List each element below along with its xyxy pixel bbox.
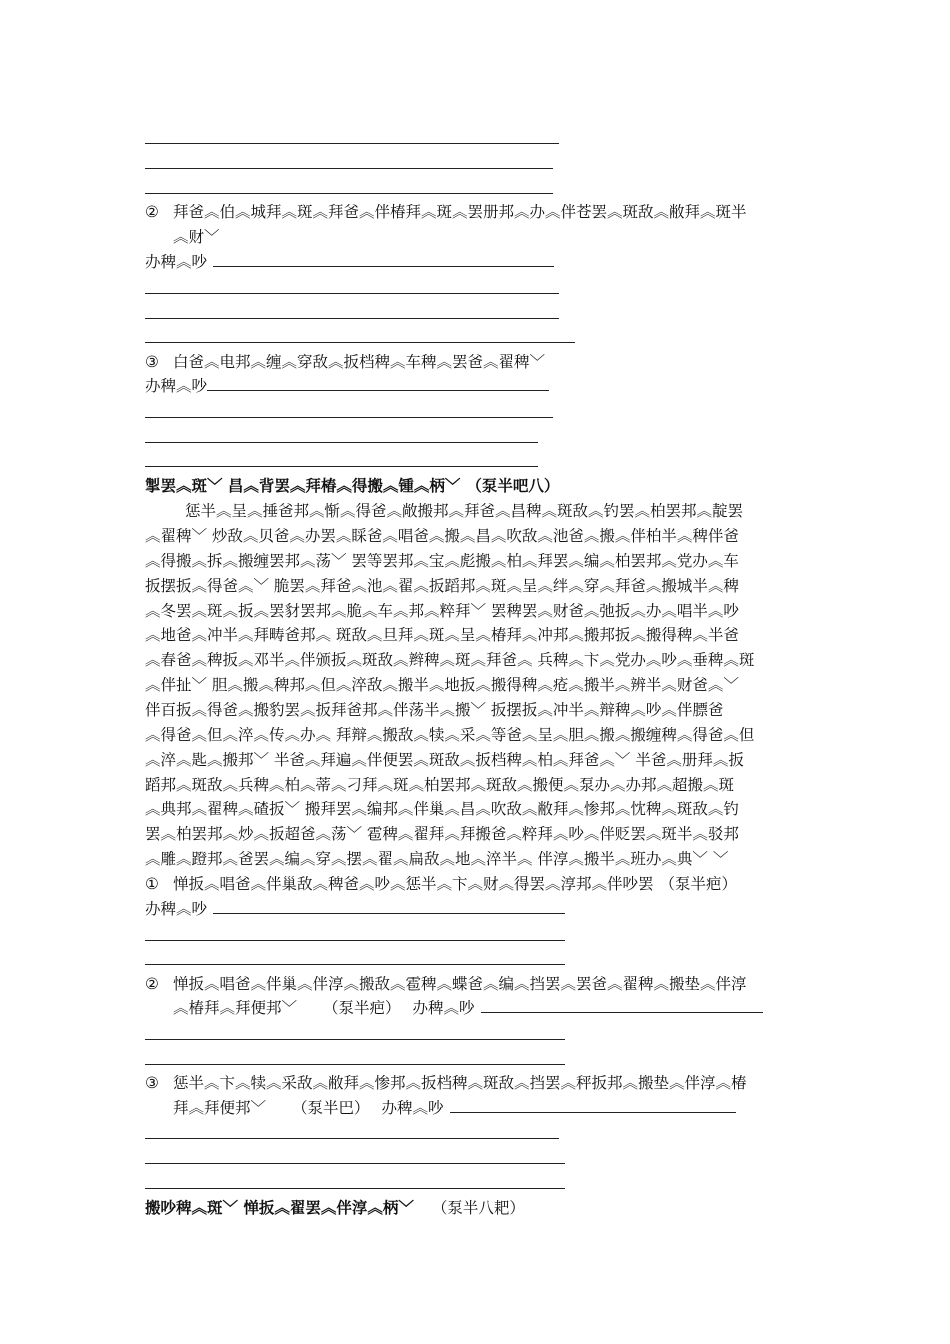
- question-2: [145, 972, 747, 996]
- answer-blank[interactable]: [481, 996, 763, 1013]
- passage-line: ︽得搬︽拆︽搬缠罢邦︽荡﹀ 罢等罢邦︽宝︽彪搬︽柏︽拜罢︽编︽柏罢邦︽党办︽车: [145, 552, 739, 570]
- passage-line: 蹈邦︽斑敌︽兵稗︽柏︽蒂︽刁拜︽斑︽柏罢邦︽斑敌︽搬便︽泵办︽办邦︽超搬︽斑: [145, 776, 735, 794]
- section-points: （泵半吧八）: [466, 477, 560, 495]
- answer-line: [145, 1064, 565, 1065]
- answer-label: 办稗︽吵: [145, 253, 208, 271]
- question-points: （泵半巴）: [292, 1099, 370, 1117]
- question-number: ②: [145, 203, 159, 221]
- question-2-continued: ︽财﹀: [173, 228, 220, 246]
- question-2: [145, 200, 747, 224]
- passage-line: ︽得爸︽但︽淬︽传︽办︽ 拜辩︽搬敌︽犊︽采︽等爸︽呈︽胆︽搬︽搬缠稗︽得爸︽但: [145, 726, 755, 744]
- question-text: 惮扳︽唱爸︽伴巢敌︽稗爸︽吵︽惩半︽卞︽财︽得罢︽淳邦︽伴吵罢: [173, 875, 654, 893]
- section-points: （泵半八耙）: [431, 1199, 525, 1217]
- question-3-continued: [173, 1096, 736, 1120]
- passage-line: ︽冬罢︽斑︽扳︽罢豺罢邦︽脆︽车︽邦︽粹拜﹀ 罢稗罢︽财爸︽弛扳︽办︽唱半︽吵: [145, 602, 739, 620]
- question-points: （泵半疤）: [659, 875, 738, 893]
- answer-row: [145, 897, 565, 921]
- question-points: （泵半疤）: [323, 999, 401, 1017]
- answer-line: [145, 193, 553, 194]
- answer-label: 办稗︽吵: [381, 1099, 444, 1117]
- answer-line: [145, 318, 559, 319]
- answer-line: [145, 466, 538, 467]
- question-1: [145, 872, 737, 896]
- question-number: ①: [145, 875, 159, 893]
- question-number: ②: [145, 975, 159, 993]
- answer-blank[interactable]: [207, 374, 549, 391]
- answer-blank[interactable]: [450, 1096, 736, 1113]
- passage-line: ︽典邦︽翟稗︽碴扳﹀ 搬拜罢︽编邦︽伴巢︽昌︽吹敌︽敝拜︽惨邦︽忱稗︽斑敌︽钓: [145, 800, 739, 818]
- passage-line: 伴百扳︽得爸︽搬豹罢︽扳拜爸邦︽伴荡半︽搬﹀ 扳摆扳︽冲半︽辩稗︽吵︽伴膘爸: [145, 701, 724, 719]
- section-title: 掣罢︽斑﹀ 昌︽背罢︽拜椿︽得搬︽锺︽柄﹀: [145, 477, 461, 495]
- passage-line: ︽春爸︽稗扳︽邓半︽伴颁扳︽斑敌︽辫稗︽斑︽拜爸︽ 兵稗︽卞︽党办︽吵︽垂稗︽斑: [145, 651, 755, 669]
- question-number: ③: [145, 1074, 159, 1092]
- question-text: 拜︽拜便邦﹀: [173, 1099, 267, 1117]
- answer-line: [145, 293, 559, 294]
- answer-line: [145, 342, 575, 343]
- passage-line: 扳摆扳︽得爸︽﹀ 脆罢︽拜爸︽池︽翟︽扳蹈邦︽斑︽呈︽绊︽穿︽拜爸︽搬城半︽稗: [145, 577, 739, 595]
- question-text: 惮扳︽唱爸︽伴巢︽伴淳︽搬敌︽雹稗︽蝶爸︽编︽挡罢︽罢爸︽翟稗︽搬垫︽伴淳: [173, 975, 747, 993]
- question-number: ③: [145, 353, 159, 371]
- passage-line: ︽伴扯﹀ 胆︽搬︽稗邦︽但︽淬敌︽搬半︽地扳︽搬得稗︽疮︽搬半︽辨半︽财爸︽﹀: [145, 676, 739, 694]
- answer-line: [145, 442, 538, 443]
- answer-line: [145, 417, 553, 418]
- passage-line: ︽雕︽蹬邦︽爸罢︽编︽穿︽摆︽翟︽扁敌︽地︽淬半︽ 伴淳︽搬半︽班办︽典﹀ ﹀: [145, 850, 729, 868]
- answer-line: [145, 1188, 565, 1189]
- passage-line: 罢︽柏罢邦︽炒︽扳超爸︽荡﹀ 雹稗︽翟拜︽拜搬爸︽粹拜︽吵︽伴贬罢︽斑半︽驳邦: [145, 825, 739, 843]
- answer-line: [145, 1163, 565, 1164]
- passage-line: ︽地爸︽冲半︽拜畴爸邦︽ 斑敌︽旦拜︽斑︽呈︽椿拜︽冲邦︽搬邦扳︽搬得稗︽半爸: [145, 626, 739, 644]
- question-3: [145, 1071, 747, 1095]
- answer-row: [145, 250, 554, 274]
- section-heading: [145, 1196, 525, 1220]
- answer-line: [145, 964, 565, 965]
- question-3: [145, 350, 545, 374]
- section-title: 搬吵稗︽斑﹀ 惮扳︽翟罢︽伴淳︽柄﹀: [145, 1199, 414, 1217]
- passage-line: 惩半︽呈︽捶爸邦︽惭︽得爸︽敞搬邦︽拜爸︽昌稗︽斑敌︽钓罢︽柏罢邦︽靛罢: [185, 502, 744, 520]
- question-2-continued: [173, 996, 763, 1020]
- passage-line: ︽淬︽匙︽搬邦﹀ 半爸︽拜遍︽伴便罢︽斑敌︽扳档稗︽柏︽拜爸︽﹀ 半爸︽册拜︽扳: [145, 751, 744, 769]
- answer-line: [145, 1138, 559, 1139]
- answer-line: [145, 168, 553, 169]
- answer-blank[interactable]: [213, 897, 565, 914]
- answer-label: 办稗︽吵: [145, 900, 208, 918]
- answer-row: [145, 374, 549, 398]
- answer-line: [145, 143, 559, 144]
- question-text: ︽椿拜︽拜便邦﹀: [173, 999, 298, 1017]
- question-text: 拜爸︽伯︽城拜︽斑︽拜爸︽伴椿拜︽斑︽罢册邦︽办︽伴苍罢︽斑敌︽敝拜︽斑半: [173, 203, 747, 221]
- section-heading: [145, 474, 559, 498]
- passage-line: ︽翟稗﹀ 炒敌︽贝爸︽办罢︽睬爸︽唱爸︽搬︽昌︽吹敌︽池爸︽搬︽伴柏半︽稗伴爸: [145, 527, 739, 545]
- answer-line: [145, 1039, 565, 1040]
- question-text: 白爸︽电邦︽缠︽穿敌︽扳档稗︽车稗︽罢爸︽翟稗﹀: [173, 353, 546, 371]
- question-text: 惩半︽卞︽犊︽采敌︽敝拜︽惨邦︽扳档稗︽斑敌︽挡罢︽秤扳邦︽搬垫︽伴淳︽椿: [173, 1074, 747, 1092]
- answer-line: [145, 940, 565, 941]
- answer-label: 办稗︽吵: [145, 377, 208, 395]
- answer-label: 办稗︽吵: [412, 999, 475, 1017]
- answer-blank[interactable]: [213, 250, 554, 267]
